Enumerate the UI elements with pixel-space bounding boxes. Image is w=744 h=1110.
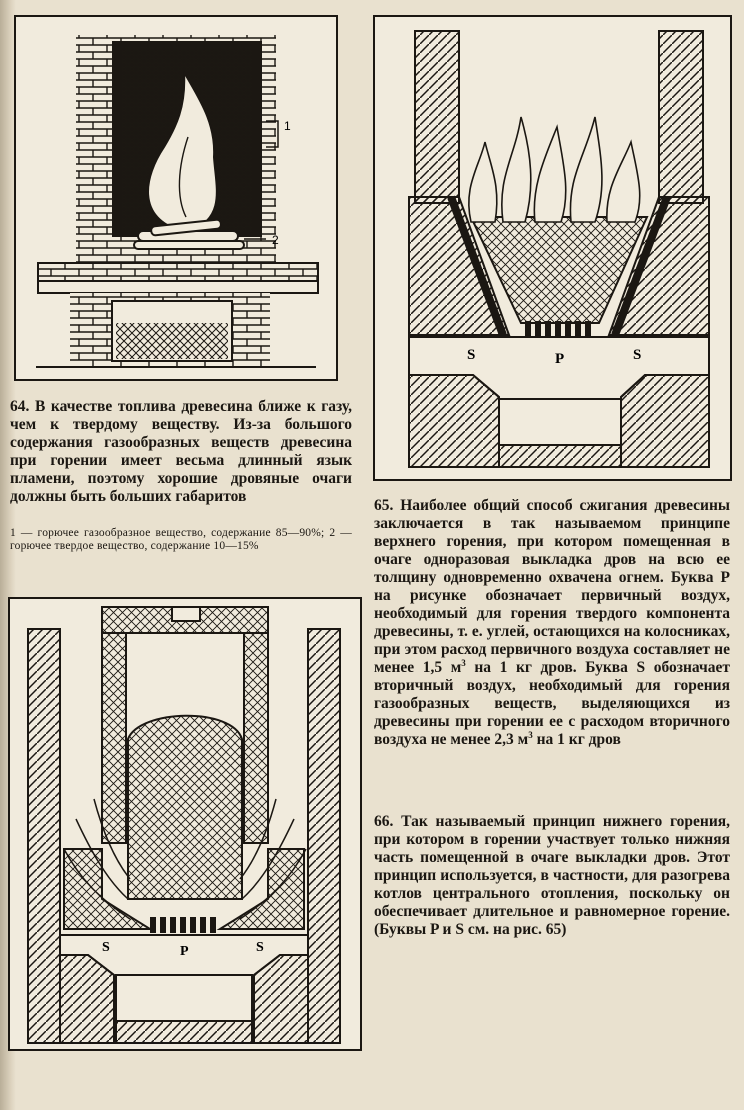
caption-66-number: 66.	[374, 813, 394, 830]
caption-65-sup-a: 3	[461, 657, 466, 668]
figure-64-fireplace	[14, 15, 338, 381]
bottom-burning-illustration	[10, 599, 360, 1049]
label-s-left: S	[102, 940, 110, 955]
caption-64-legend: 1 — горючее газообразное вещество, содержание 85—90%; 2 — горючее твердое вещество, содержание 10—15%	[10, 527, 352, 552]
figure-66-bottom-burning	[8, 597, 362, 1051]
flames	[469, 117, 640, 222]
fireplace-illustration	[16, 17, 336, 379]
top-burning-illustration	[375, 17, 730, 479]
caption-65-sup-b: 3	[528, 729, 533, 740]
label-s-right: S	[256, 940, 264, 955]
label-1: 1	[284, 119, 291, 133]
caption-65-text-c: на 1 кг дров	[532, 731, 621, 748]
label-p: P	[180, 944, 189, 959]
caption-64	[10, 398, 352, 506]
caption-64-number: 64.	[10, 398, 30, 415]
label-s-right: S	[633, 347, 642, 363]
label-s-left: S	[467, 347, 476, 363]
caption-66	[374, 813, 730, 939]
fuel-load	[128, 716, 242, 899]
label-p: P	[555, 351, 565, 367]
caption-65-text-b: на 1 кг дров. Буква S обозначает вторичный воздух, необходимый для горения газообразных веществ, выделяющихся из древесины при горении ее с расходом вторичного воздуха не менее 2,3 м	[374, 659, 731, 748]
caption-65	[374, 497, 730, 749]
label-2: 2	[272, 233, 279, 247]
caption-65-text-a: Наиболее общий способ сжигания древесины заключается в так называемом принципе верхнего горения, при котором помещенная в очаге одноразовая выкладка дров на всю ее толщину одновременно охвачена огнем. Буква P на рисунке обозначает первичный воздух, необходимый для горения твердого компонента древесины, т. е. углей, остающихся на колосниках, при этом расход первичного воздуха составляет не менее 1,5 м	[374, 497, 731, 676]
caption-66-text: Так называемый принцип нижнего горения, при котором в горении участвует только нижняя часть помещенной в очаге выкладки дров. Этот принцип используется, в частности, для разогрева котлов центрального отопления, поскольку он обеспечивает длительное и равномерное горение. (Буквы P и S см. на рис. 65)	[374, 813, 731, 938]
grate	[150, 917, 216, 933]
figure-65-top-burning	[373, 15, 732, 481]
caption-64-text: В качестве топлива древесина ближе к газу, чем к твердому веществу. Из-за большого содержания газообразных веществ древесина при горении имеет весьма длинный язык пламени, поэтому хорошие дровяные очаги должны быть больших габаритов	[10, 398, 353, 505]
caption-65-number: 65.	[374, 497, 394, 514]
